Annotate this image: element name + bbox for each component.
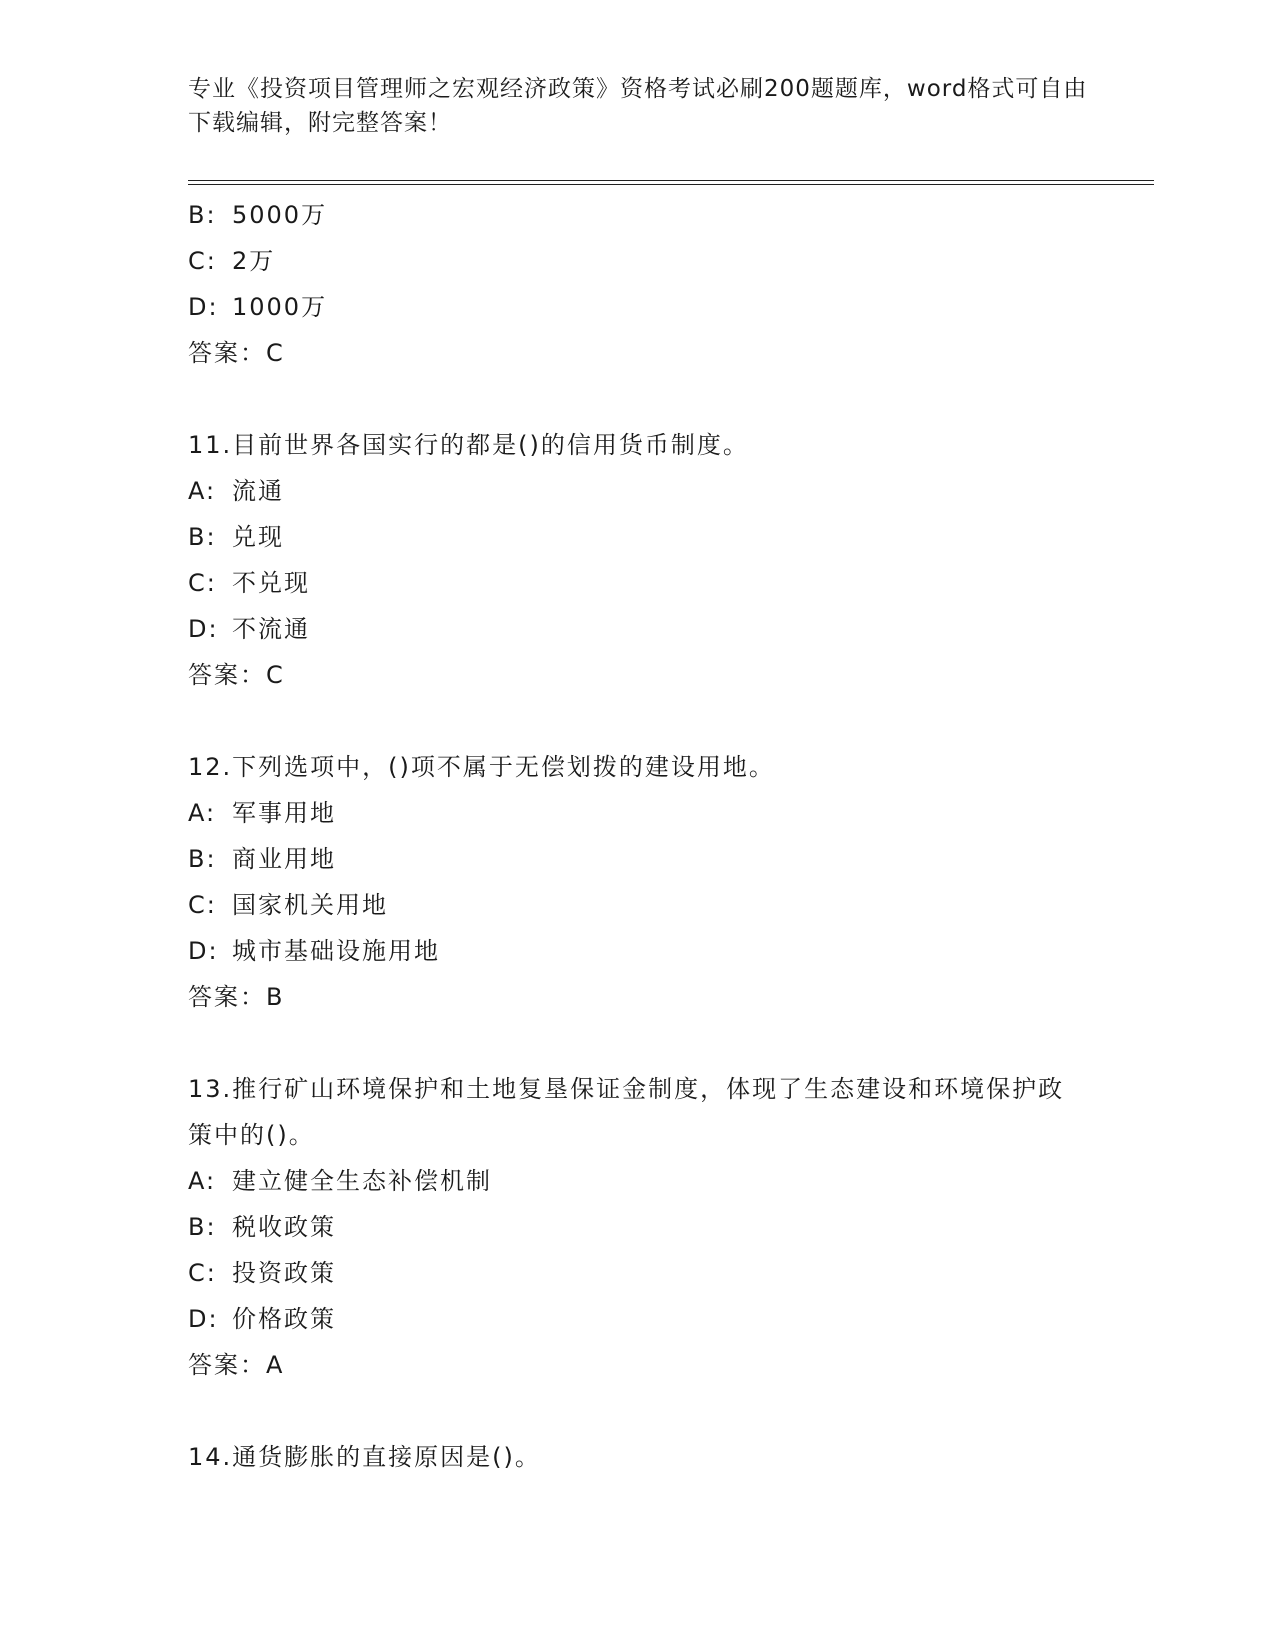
- option-b: [188, 514, 1088, 560]
- question-stem: 11.目前世界各国实行的都是()的信用货币制度。: [188, 431, 749, 459]
- option-letter: D:: [188, 293, 219, 321]
- option-letter: A:: [188, 799, 217, 827]
- option-text: 军事用地: [232, 799, 336, 827]
- option-text: 商业用地: [232, 845, 336, 873]
- option-letter: B:: [188, 845, 217, 873]
- option-letter: C:: [188, 247, 217, 275]
- option-text: 兑现: [232, 523, 284, 551]
- option-c: [188, 238, 1088, 284]
- question-12: [188, 744, 1088, 1020]
- answer-line: 答案：C: [188, 339, 285, 367]
- option-d: [188, 1296, 1088, 1342]
- option-letter: B:: [188, 523, 217, 551]
- document-header: 专业《投资项目管理师之宏观经济政策》资格考试必刷200题题库，word格式可自由下载编辑，附完整答案！: [188, 76, 1088, 136]
- option-d: [188, 606, 1088, 652]
- option-letter: A:: [188, 1167, 217, 1195]
- option-letter: B:: [188, 201, 217, 229]
- question-11: [188, 422, 1088, 698]
- option-b: [188, 1204, 1088, 1250]
- answer-line: 答案：C: [188, 661, 285, 689]
- question-stem: 12.下列选项中，()项不属于无偿划拨的建设用地。: [188, 753, 775, 781]
- option-a: [188, 790, 1088, 836]
- option-letter: D:: [188, 937, 219, 965]
- option-text: 投资政策: [232, 1259, 336, 1287]
- option-d: [188, 928, 1088, 974]
- header-rule-top: [188, 180, 1154, 181]
- option-text: 2万: [232, 247, 276, 275]
- question-stem: 14.通货膨胀的直接原因是()。: [188, 1443, 541, 1471]
- option-letter: C:: [188, 891, 217, 919]
- option-text: 税收政策: [232, 1213, 336, 1241]
- option-d: [188, 284, 1088, 330]
- option-letter: C:: [188, 569, 217, 597]
- option-letter: B:: [188, 1213, 217, 1241]
- question-10-partial: [188, 192, 1088, 376]
- question-stem: 13.推行矿山环境保护和土地复垦保证金制度，体现了生态建设和环境保护政策中的()。: [188, 1075, 1065, 1149]
- header-rule-bottom: [188, 184, 1154, 185]
- spacer: [188, 698, 1088, 744]
- question-list: [188, 192, 1088, 1480]
- option-text: 价格政策: [232, 1305, 336, 1333]
- option-text: 不流通: [232, 615, 310, 643]
- answer-line: 答案：B: [188, 983, 285, 1011]
- option-letter: D:: [188, 615, 219, 643]
- option-letter: A:: [188, 477, 217, 505]
- option-text: 城市基础设施用地: [232, 937, 440, 965]
- option-text: 国家机关用地: [232, 891, 388, 919]
- option-text: 建立健全生态补偿机制: [232, 1167, 492, 1195]
- question-13: [188, 1066, 1088, 1388]
- option-text: 流通: [232, 477, 284, 505]
- option-text: 1000万: [232, 293, 328, 321]
- option-text: 5000万: [232, 201, 328, 229]
- option-letter: C:: [188, 1259, 217, 1287]
- option-letter: D:: [188, 1305, 219, 1333]
- option-c: [188, 882, 1088, 928]
- option-text: 不兑现: [232, 569, 310, 597]
- option-b: [188, 836, 1088, 882]
- spacer: [188, 1020, 1088, 1066]
- answer-line: 答案：A: [188, 1351, 285, 1379]
- question-14: [188, 1434, 1088, 1480]
- spacer: [188, 376, 1088, 422]
- option-c: [188, 1250, 1088, 1296]
- option-a: [188, 468, 1088, 514]
- option-a: [188, 1158, 1088, 1204]
- option-b: [188, 192, 1088, 238]
- spacer: [188, 1388, 1088, 1434]
- option-c: [188, 560, 1088, 606]
